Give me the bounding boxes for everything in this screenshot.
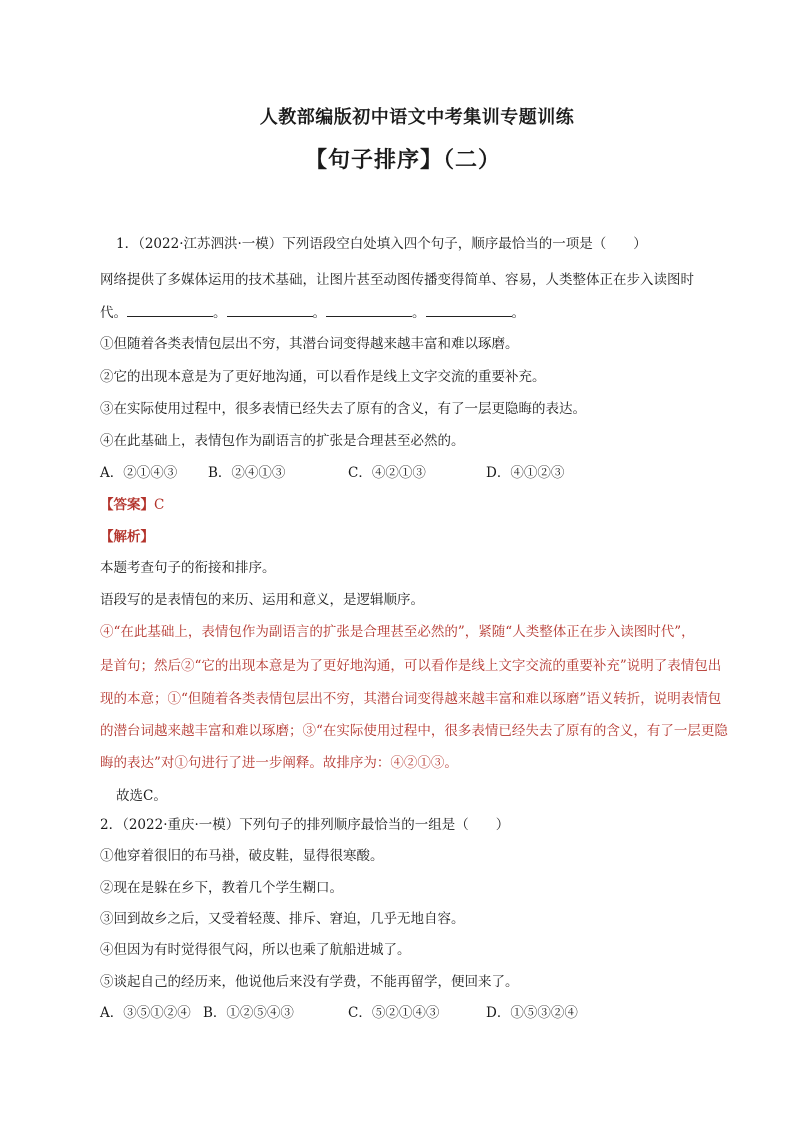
q1-answer-label: 【答案】 [100, 497, 154, 513]
q2-option-a[interactable]: A．③⑤①②④ [100, 1005, 191, 1021]
q2-stem: 2．（2022·重庆·一模）下列句子的排列顺序最恰当的一组是（ ） [100, 817, 510, 833]
q1-blank-sep-3: 。 [412, 305, 426, 321]
q1-passage-prefix: 代。 [100, 305, 127, 321]
q1-option-d[interactable]: D．④①②③ [486, 465, 565, 481]
q1-blank-sep-1: 。 [213, 305, 227, 321]
q1-option-b[interactable]: B．②④①③ [208, 465, 286, 481]
q1-option-c[interactable]: C．④②①③ [348, 465, 426, 481]
document-title: 【句子排序】（二） [304, 147, 501, 173]
q2-sentence-2: ②现在是躲在乡下，教着几个学生糊口。 [100, 880, 343, 896]
q1-red-line-1: ④“在此基础上，表情包作为副语言的扩张是合理甚至必然的”，紧随“人类整体正在步入读图时代”， [100, 624, 695, 640]
q1-red-line-2: 是首句；然后②“它的出现本意是为了更好地沟通，可以看作是线上文字交流的重要补充”说明了表情包出 [100, 658, 722, 674]
q1-blank-1[interactable] [127, 302, 213, 317]
q1-blank-3[interactable] [326, 302, 412, 317]
q1-analysis-line-1: 本题考查句子的衔接和排序。 [100, 560, 276, 576]
q1-passage-line-2 [100, 302, 525, 323]
q1-blank-sep-2: 。 [312, 305, 326, 321]
q1-stem: 1．（2022·江苏泗洪·一模）下列语段空白处填入四个句子，顺序最恰当的一项是（ ） [116, 236, 647, 252]
q1-red-line-4: 的潜台词越来越丰富和难以琢磨；③“在实际使用过程中，很多表情已经失去了原有的含义，有了一层更隐 [100, 723, 728, 739]
document-subtitle: 人教部编版初中语文中考集训专题训练 [259, 107, 575, 128]
q1-blank-sep-4: 。 [511, 305, 525, 321]
q1-passage-line-1: 网络提供了多媒体运用的技术基础，让图片甚至动图传播变得简单、容易，人类整体正在步入读图时 [100, 272, 694, 288]
q1-blank-4[interactable] [426, 302, 512, 317]
q1-red-line-5: 晦的表达”对①句进行了进一步阐释。故排序为：④②①③。 [100, 755, 458, 771]
q1-red-line-3: 现的本意；①“但随着各类表情包层出不穷，其潜台词变得越来越丰富和难以琢磨”语义转折，说明表情包 [100, 691, 722, 707]
q2-sentence-1: ①他穿着很旧的布马褂，破皮鞋，显得很寒酸。 [100, 848, 384, 864]
q2-sentence-4: ④但因为有时觉得很气闷，所以也乘了航船进城了。 [100, 942, 411, 958]
q1-answer [100, 495, 164, 515]
q2-option-b[interactable]: B．①②⑤④③ [203, 1005, 294, 1021]
q1-sentence-3: ③在实际使用过程中，很多表情已经失去了原有的含义，有了一层更隐晦的表达。 [100, 401, 586, 417]
q1-conclusion: 故选C。 [116, 788, 167, 804]
q1-sentence-2: ②它的出现本意是为了更好地沟通，可以看作是线上文字交流的重要补充。 [100, 369, 546, 385]
q1-analysis-line-2: 语段写的是表情包的来历、运用和意义，是逻辑顺序。 [100, 592, 424, 608]
q1-sentence-1: ①但随着各类表情包层出不穷，其潜台词变得越来越丰富和难以琢磨。 [100, 336, 519, 352]
q1-answer-value: C [154, 497, 165, 513]
q2-option-d[interactable]: D．①⑤③②④ [486, 1005, 578, 1021]
q1-sentence-4: ④在此基础上，表情包作为副语言的扩张是合理甚至必然的。 [100, 433, 465, 449]
q1-blank-2[interactable] [227, 302, 313, 317]
q2-sentence-3: ③回到故乡之后，又受着轻蔑、排斥、窘迫，几乎无地自容。 [100, 911, 465, 927]
q1-option-a[interactable]: A．②①④③ [100, 465, 178, 481]
q2-sentence-5: ⑤谈起自己的经历来，他说他后来没有学费，不能再留学，便回来了。 [100, 974, 519, 990]
q1-analysis-label: 【解析】 [100, 529, 154, 545]
q2-option-c[interactable]: C．⑤②①④③ [348, 1005, 440, 1021]
